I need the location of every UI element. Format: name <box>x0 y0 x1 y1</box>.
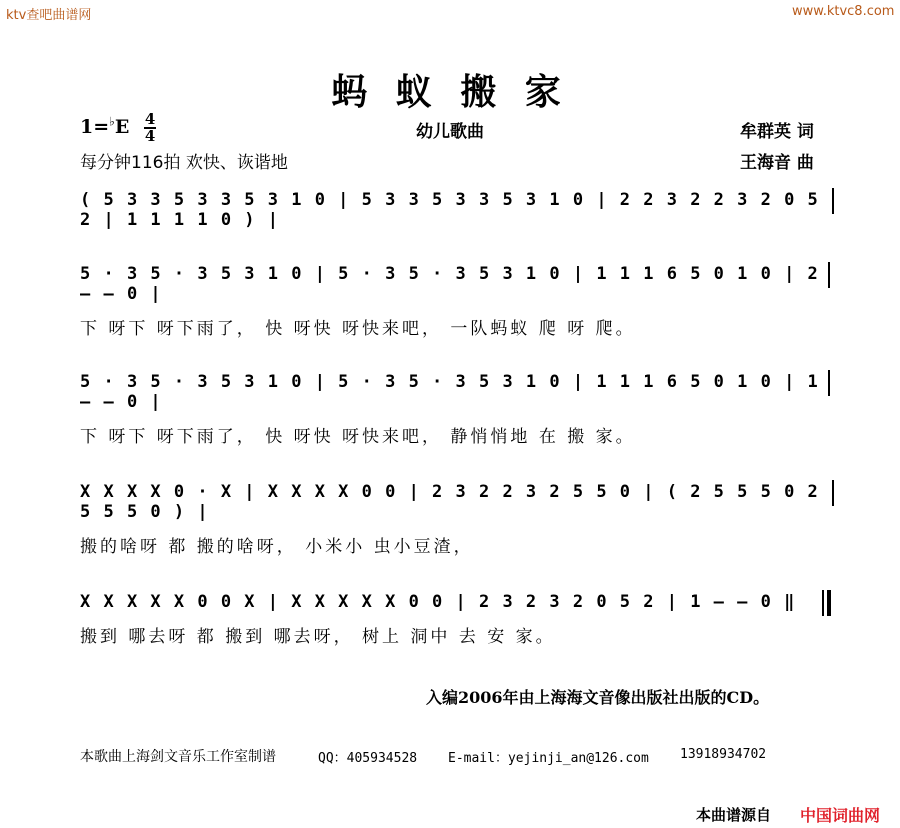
staff-notes: 5 · 3 5 · 3 5 3 1 0 | 5 · 3 5 · 3 5 3 1 0 | 1 1 1 6 5 0 1 0 | 2 – – 0 | <box>80 264 820 304</box>
staff-notes: 5 · 3 5 · 3 5 3 1 0 | 5 · 3 5 · 3 5 3 1 0 | 1 1 1 6 5 0 1 0 | 1 – – 0 | <box>80 372 820 412</box>
time-signature <box>144 112 156 144</box>
staff-1 <box>80 190 840 240</box>
key-note: E <box>114 116 130 138</box>
qq-number: QQ：405934528 <box>318 751 418 766</box>
time-bottom: 4 <box>144 127 156 145</box>
staff-4 <box>80 482 840 557</box>
genre: 幼儿歌曲 <box>416 122 484 142</box>
staff-notes: X X X X 0 · X | X X X X 0 0 | 2 3 2 2 3 2 5 5 0 | ( 2 5 5 5 0 2 5 5 5 0 ) | <box>80 482 820 522</box>
staff-lyrics: 下 呀下 呀下雨了， 快 呀快 呀快来吧， 一队蚂蚁 爬 呀 爬。 <box>80 319 636 339</box>
tempo: 每分钟116拍 欢快、诙谐地 <box>80 153 288 173</box>
song-title: 蚂 蚁 搬 家 <box>331 71 569 113</box>
staff-notes: ( 5 3 3 5 3 3 5 3 1 0 | 5 3 3 5 3 3 5 3 1 0 | 2 2 3 2 2 3 2 0 5 2 | 1 1 1 1 0 ) | <box>80 190 820 230</box>
transcriber-credit: 本歌曲上海剑文音乐工作室制谱 <box>80 749 276 765</box>
publication-note: 入编2006年由上海海文音像出版社出版的CD。 <box>426 688 770 707</box>
lyricist: 牟群英 词 <box>740 122 814 142</box>
staff-2-end-bar <box>828 262 830 288</box>
watermark-left: ktv查吧曲谱网 <box>6 8 92 23</box>
source-site: 中国词曲网 <box>800 806 881 825</box>
staff-1-end-bar <box>832 188 834 214</box>
time-top: 4 <box>144 110 156 128</box>
source-label: 本曲谱源自 <box>696 806 772 824</box>
final-bar-thick <box>827 590 831 616</box>
email-address: E-mail：yejinji_an@126.com <box>448 751 649 766</box>
key-prefix: 1= <box>80 116 110 138</box>
staff-5 <box>80 592 840 647</box>
staff-2 <box>80 264 840 339</box>
staff-lyrics: 下 呀下 呀下雨了， 快 呀快 呀快来吧， 静悄悄地 在 搬 家。 <box>80 427 636 447</box>
watermark-right: www.ktvc8.com <box>792 4 895 19</box>
staff-3-end-bar <box>828 370 830 396</box>
staff-lyrics: 搬的啥呀 都 搬的啥呀， 小米小 虫小豆渣， <box>80 537 474 557</box>
key-signature <box>80 112 156 144</box>
composer: 王海音 曲 <box>740 153 814 173</box>
key-flat: ♭ <box>109 114 115 129</box>
final-bar-thin <box>822 590 824 616</box>
staff-3 <box>80 372 840 447</box>
staff-notes: X X X X X 0 0 X | X X X X X 0 0 | 2 3 2 3 2 0 5 2 | 1 – – 0 ‖ <box>80 592 796 612</box>
staff-lyrics: 搬到 哪去呀 都 搬到 哪去呀， 树上 洞中 去 安 家。 <box>80 627 556 647</box>
staff-4-end-bar <box>832 480 834 506</box>
phone-number: 13918934702 <box>680 747 767 762</box>
